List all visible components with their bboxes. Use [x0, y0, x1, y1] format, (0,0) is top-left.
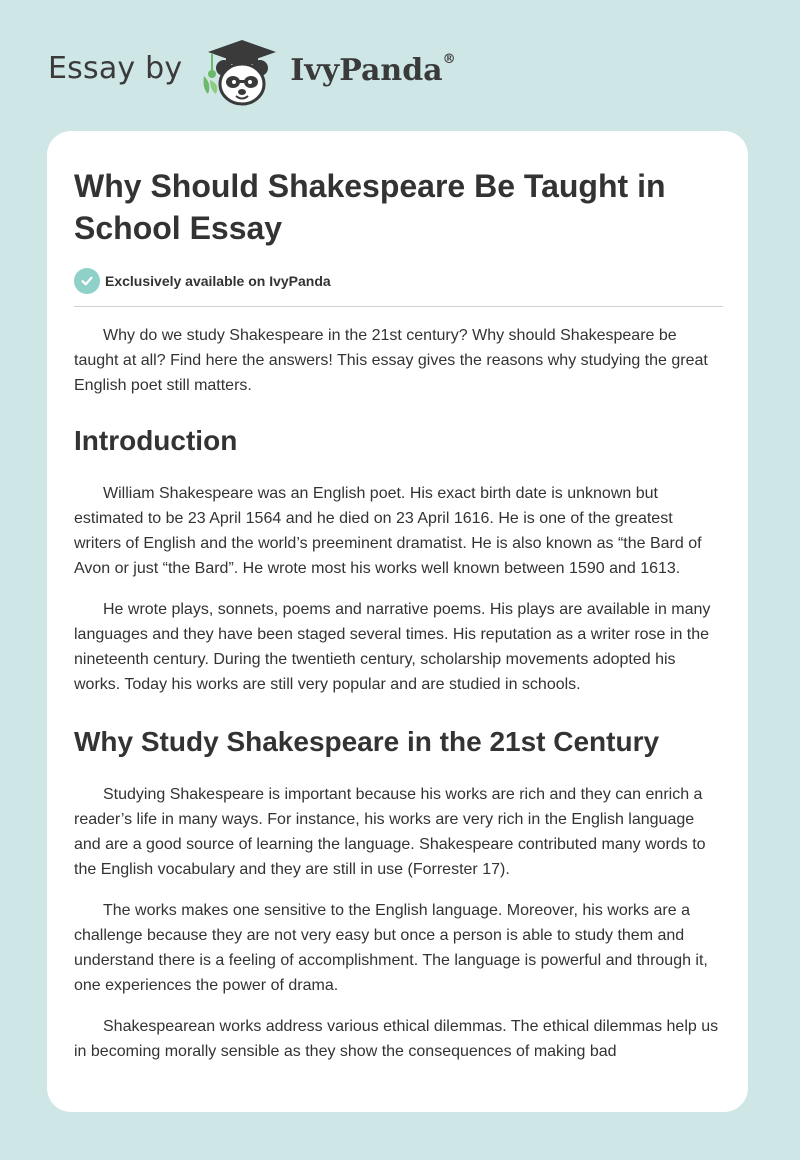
panda-logo-icon[interactable] — [196, 36, 288, 108]
page-title: Why Should Shakespeare Be Taught in School Essay — [74, 168, 666, 246]
exclusive-label: Exclusively available on IvyPanda — [105, 273, 331, 289]
paragraph: Shakespearean works address various ethical dilemmas. The ethical dilemmas help us in becoming morally sensible as they show the consequences of making bad — [74, 1018, 719, 1060]
site-header — [48, 36, 456, 108]
paragraph: The works makes one sensitive to the English language. Moreover, his works are a challenge because they are not very easy but once a person is able to study them and understand there is a feeling of accomplishment. The language is powerful and through it, one experiences the power of drama. — [74, 902, 708, 994]
essay-content — [74, 165, 724, 1064]
exclusive-badge — [74, 268, 724, 294]
brand-text: IvyPanda — [290, 52, 443, 88]
essay-by-label: Essay by — [48, 50, 183, 86]
intro-paragraph: Why do we study Shakespeare in the 21st century? Why should Shakespeare be taught at all? Find here the answers! This essay gives the reasons why studying the great English poet still matters. — [74, 327, 708, 394]
essay-card — [47, 131, 748, 1112]
paragraph: He wrote plays, sonnets, poems and narrative poems. His plays are available in many languages and they have been staged several times. His reputation as a writer rose in the nineteenth century. During the twentieth century, scholarship movements adopted his works. Today his works are still very popular and are studied in schools. — [74, 601, 711, 693]
section-heading-introduction: Introduction — [74, 425, 238, 456]
divider — [74, 306, 723, 307]
trademark-symbol: ® — [442, 51, 456, 67]
brand-name[interactable] — [290, 53, 455, 88]
paragraph: William Shakespeare was an English poet. His exact birth date is unknown but estimated to be 23 April 1564 and he died on 23 April 1616. He is one of the greatest writers of English and the world’s preeminent dramatist. He is also known as “the Bard of Avon or just “the Bard”. He wrote most his works well known between 1590 and 1613. — [74, 485, 702, 577]
check-circle-icon — [74, 268, 100, 294]
paragraph: Studying Shakespeare is important because his works are rich and they can enrich a reader’s life in many ways. For instance, his works are very rich in the English language and are a good source of learning the language. Shakespeare contributed many words to the English vocabulary and they are still in use (Forrester 17). — [74, 786, 706, 878]
section-heading-why-study: Why Study Shakespeare in the 21st Century — [74, 726, 660, 757]
